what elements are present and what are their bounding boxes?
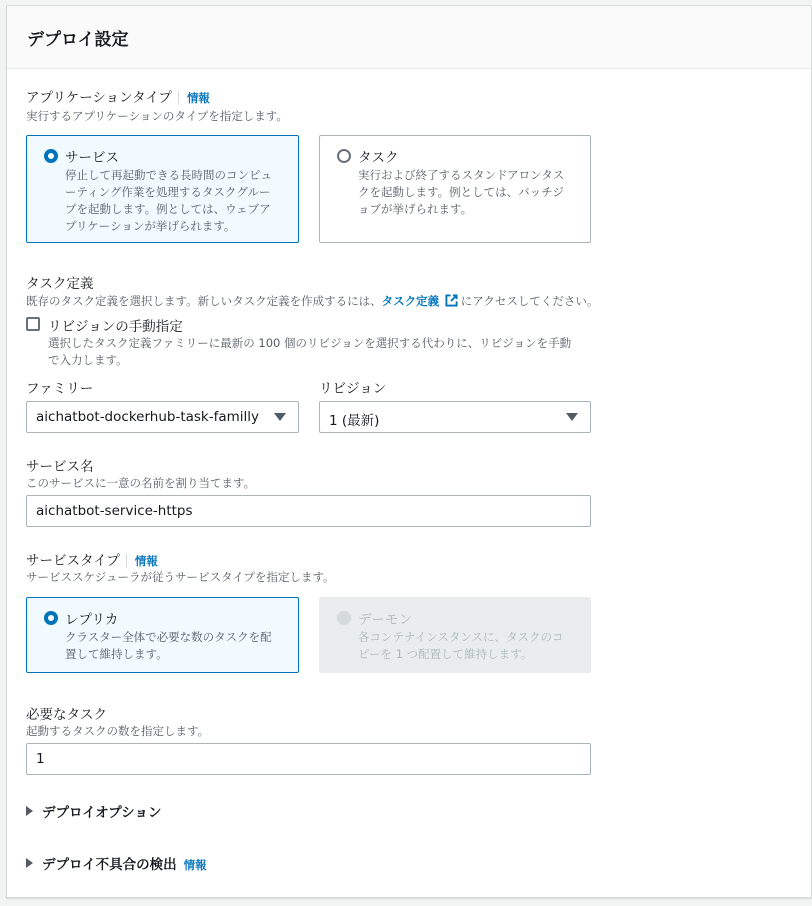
caret-down-icon (274, 413, 286, 421)
external-link-icon[interactable] (445, 294, 458, 307)
revision-select-value: 1 (最新) (329, 413, 380, 429)
app-type-label-row (26, 86, 210, 106)
replica-radio[interactable] (44, 611, 58, 625)
task-radio[interactable] (337, 149, 351, 163)
service-radio[interactable] (44, 149, 58, 163)
service-name-label: サービス名 (26, 459, 94, 475)
manual-revision-checkbox[interactable] (26, 317, 40, 331)
caret-down-icon (566, 413, 578, 421)
desired-tasks-input[interactable] (26, 743, 591, 775)
deploy-options-label: デプロイオプション (42, 805, 162, 821)
desired-tasks-label: 必要なタスク (26, 707, 107, 723)
service-name-value: aichatbot-service-https (36, 503, 193, 519)
revision-select[interactable] (319, 401, 591, 433)
failure-detection-expander[interactable] (26, 853, 207, 873)
manual-revision-label: リビジョンの手動指定 (48, 319, 183, 335)
failure-detection-info-link[interactable]: 情報 (183, 858, 207, 872)
replica-title: レプリカ (65, 612, 119, 628)
service-type-option-daemon (319, 597, 591, 673)
service-type-option-replica[interactable] (26, 597, 299, 673)
daemon-radio (337, 611, 351, 625)
task-def-description: 既存のタスク定義を選択します。新しいタスク定義を作成するには、タスク定義 にアクセスしてください。 (26, 294, 599, 308)
service-type-label-row (26, 549, 158, 569)
family-select-value: aichatbot-dockerhub-task-familly (36, 409, 260, 425)
app-type-description: 実行するアプリケーションのタイプを指定します。 (26, 109, 288, 123)
caret-right-icon (26, 858, 33, 868)
caret-right-icon (26, 806, 33, 816)
service-title: サービス (65, 150, 119, 166)
app-type-label: アプリケーションタイプ (26, 90, 172, 106)
desired-tasks-description: 起動するタスクの数を指定します。 (26, 724, 210, 738)
app-type-option-service[interactable] (26, 135, 299, 243)
service-type-info-link[interactable]: 情報 (126, 554, 158, 568)
service-name-description: このサービスに一意の名前を割り当てます。 (26, 476, 256, 490)
app-type-option-task[interactable] (319, 135, 591, 243)
panel-header (7, 6, 811, 69)
task-title: タスク (358, 150, 399, 166)
panel-title: デプロイ設定 (27, 30, 129, 50)
task-def-link[interactable]: タスク定義 (381, 294, 440, 308)
daemon-description: 各コンテナインスタンスに、タスクのコ ピーを 1 つ配置して維持します。 (358, 630, 564, 661)
task-def-label: タスク定義 (26, 276, 94, 292)
replica-description: クラスター全体で必要な数のタスクを配 置して維持します。 (65, 630, 272, 661)
deploy-options-expander[interactable] (26, 801, 161, 821)
service-name-input[interactable] (26, 495, 591, 527)
failure-detection-label: デプロイ不具合の検出 (42, 857, 177, 873)
task-description: 実行および終了するスタンドアロンタス クを起動します。例としては、バッチジ ョブが挙げられます。 (358, 168, 565, 216)
service-type-description: サービススケジューラが従うサービスタイプを指定します。 (26, 570, 335, 584)
daemon-title: デーモン (358, 612, 412, 628)
service-type-label: サービスタイプ (26, 553, 120, 569)
revision-label: リビジョン (319, 381, 387, 397)
service-description: 停止して再起動できる長時間のコンピュ ーティング作業を処理するタスクグルー プを起動します。例としては、ウェブア プリケーションが挙げられます。 (65, 168, 272, 233)
app-type-info-link[interactable]: 情報 (178, 91, 210, 105)
manual-revision-description: 選択したタスク定義ファミリーに最新の 100 個のリビジョンを選択する代わりに、リビジョンを手動 で入力します。 (48, 336, 572, 367)
family-select[interactable] (26, 401, 299, 433)
family-label: ファミリー (26, 381, 94, 397)
desired-tasks-value: 1 (36, 751, 45, 767)
